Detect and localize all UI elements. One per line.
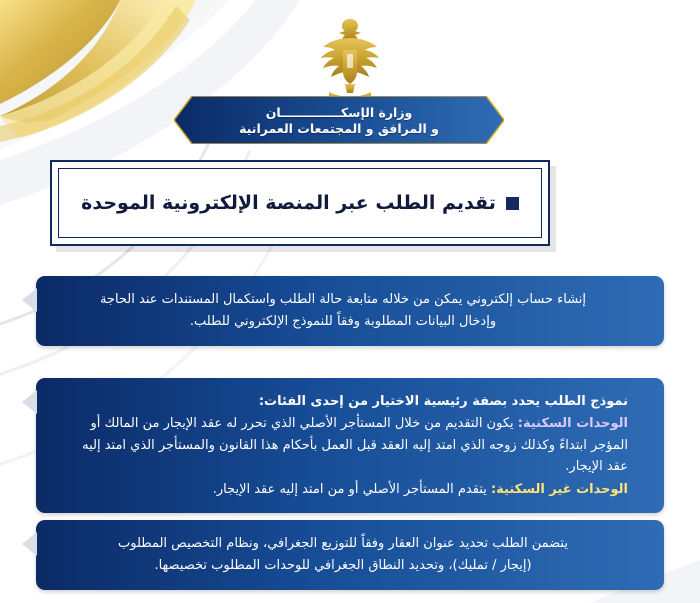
page-title-box xyxy=(50,160,550,246)
card2-residential-label: الوحدات السكنية: xyxy=(517,416,628,432)
card2-intro: نموذج الطلب يحدد بصفة رئيسية الاختيار من إحدى الفئات: xyxy=(258,394,628,409)
card3-line-1: يتضمن الطلب تحديد عنوان العقار وفقاً للتوزيع الجغرافي، ونظام التخصيص المطلوب xyxy=(118,536,568,551)
card2-residential-text: يكون التقديم من خلال المستأجر الأصلي الذي تحرر له عقد الإيجار من المالك أو المؤجر ابتداءً وكذلك زوجه الذي امتد إليه العقد قبل العمل بأحكام هذا القانون والمستأجر الذي امتد إليه عقد الإيجار. xyxy=(82,416,628,475)
page-title: تقديم الطلب عبر المنصة الإلكترونية الموحدة xyxy=(81,191,496,214)
card-electronic-account xyxy=(36,276,664,346)
ministry-line-2: و المرافق و المجتمعات العمرانية xyxy=(239,120,439,136)
square-bullet-icon xyxy=(506,197,519,210)
egypt-eagle-emblem-icon xyxy=(307,14,393,100)
card2-nonresidential xyxy=(58,479,628,500)
arrow-left-icon xyxy=(22,390,37,414)
card2-nonresidential-text: يتقدم المستأجر الأصلي أو من امتد إليه عقد الإيجار. xyxy=(212,481,491,497)
card2-nonresidential-label: الوحدات غير السكنية: xyxy=(490,481,628,497)
card1-line-1: إنشاء حساب إلكتروني يمكن من خلاله متابعة حالة الطلب واستكمال المستندات عند الحاجة xyxy=(99,292,587,307)
ministry-name-ribbon xyxy=(174,96,504,144)
arrow-left-icon xyxy=(22,288,37,312)
card-main-category xyxy=(36,378,664,513)
arrow-left-icon xyxy=(22,532,37,556)
page-title-inner xyxy=(58,168,542,238)
emblem-wrap xyxy=(0,14,700,100)
ministry-line-1: وزارة الإسكــــــــــــــان xyxy=(265,104,413,120)
card2-residential xyxy=(58,413,628,477)
card3-line-2: (إيجار / تمليك)، وتحديد النطاق الجغرافي للوحدات المطلوب تخصيصها. xyxy=(154,558,532,574)
card-address-allocation xyxy=(36,520,664,590)
card1-line-2: وإدخال البيانات المطلوبة وفقاً للنموذج الإلكتروني للطلب. xyxy=(189,314,497,330)
